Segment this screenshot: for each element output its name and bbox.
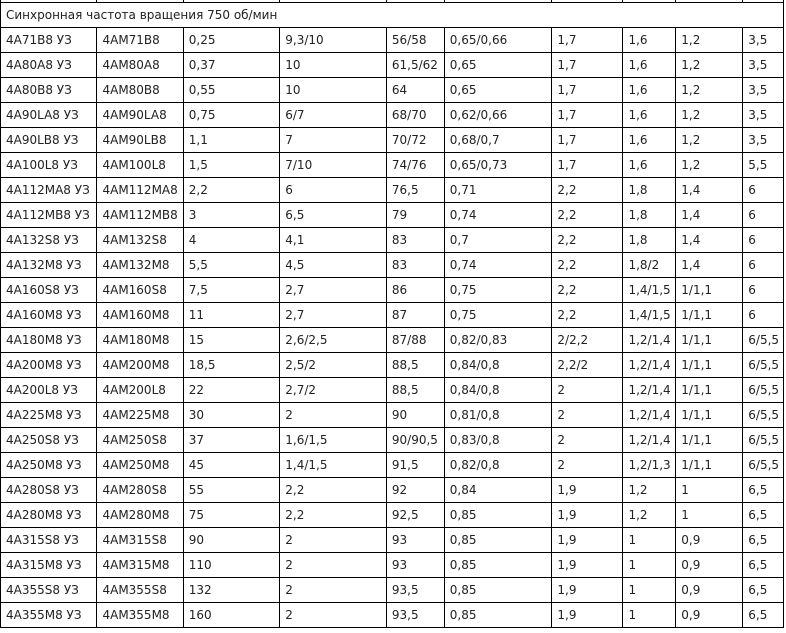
cell-torque-max-ratio: 1,9	[552, 528, 623, 553]
cell-model-4am: 4АМ315S8	[97, 528, 183, 553]
table-row	[1, 153, 784, 178]
cell-model-4a: 4А315М8 УЗ	[1, 553, 97, 578]
cell-power: 7,5	[183, 278, 279, 303]
cell-torque-max-ratio: 1,9	[552, 478, 623, 503]
cell-power: 37	[183, 428, 279, 453]
cell-efficiency: 86	[386, 278, 444, 303]
cell-power-factor: 0,85	[444, 603, 552, 628]
cell-model-4a: 4А90LB8 УЗ	[1, 128, 97, 153]
cell-efficiency: 61,5/62	[386, 53, 444, 78]
cell-torque-start-ratio: 1,8	[623, 228, 676, 253]
cell-torque-min-ratio: 1,2	[676, 78, 743, 103]
cell-power: 0,25	[183, 28, 279, 53]
cell-power-factor: 0,65	[444, 78, 552, 103]
cell-current-start-ratio: 6/5,5	[743, 378, 784, 403]
table-row	[1, 353, 784, 378]
cell-current-start-ratio: 6,5	[743, 503, 784, 528]
section-title: Синхронная частота вращения 750 об/мин	[1, 3, 784, 28]
table-row	[1, 553, 784, 578]
cell-torque-max-ratio: 1,7	[552, 128, 623, 153]
cell-efficiency: 56/58	[386, 28, 444, 53]
cell-torque-min-ratio: 1,2	[676, 153, 743, 178]
cell-efficiency: 88,5	[386, 353, 444, 378]
cell-torque-start-ratio: 1,6	[623, 103, 676, 128]
cell-model-4am: 4АМ200L8	[97, 378, 183, 403]
cell-slip: 9,3/10	[280, 28, 387, 53]
cell-torque-min-ratio: 1,2	[676, 103, 743, 128]
cell-current-start-ratio: 3,5	[743, 103, 784, 128]
cell-efficiency: 83	[386, 228, 444, 253]
cell-power-factor: 0,68/0,7	[444, 128, 552, 153]
cell-power-factor: 0,75	[444, 303, 552, 328]
cell-power-factor: 0,74	[444, 253, 552, 278]
cell-torque-start-ratio: 1,2/1,4	[623, 328, 676, 353]
cell-torque-min-ratio: 1/1,1	[676, 378, 743, 403]
cell-efficiency: 93,5	[386, 578, 444, 603]
cell-current-start-ratio: 6/5,5	[743, 428, 784, 453]
cell-model-4a: 4А160М8 УЗ	[1, 303, 97, 328]
cell-power: 160	[183, 603, 279, 628]
cell-torque-min-ratio: 1/1,1	[676, 453, 743, 478]
cell-torque-min-ratio: 1,2	[676, 53, 743, 78]
cell-torque-min-ratio: 1	[676, 503, 743, 528]
cell-current-start-ratio: 6,5	[743, 553, 784, 578]
cell-model-4am: 4АМ315М8	[97, 553, 183, 578]
cell-power: 2,2	[183, 178, 279, 203]
cell-torque-max-ratio: 2,2	[552, 253, 623, 278]
cell-slip: 1,6/1,5	[280, 428, 387, 453]
cell-slip: 10	[280, 53, 387, 78]
cell-model-4a: 4А280S8 УЗ	[1, 478, 97, 503]
cell-current-start-ratio: 3,5	[743, 128, 784, 153]
table-row	[1, 378, 784, 403]
cell-torque-start-ratio: 1,6	[623, 53, 676, 78]
section-header-row	[1, 3, 784, 28]
cell-model-4a: 4А80В8 УЗ	[1, 78, 97, 103]
cell-torque-max-ratio: 2	[552, 428, 623, 453]
cell-model-4a: 4А100L8 УЗ	[1, 153, 97, 178]
cell-torque-start-ratio: 1	[623, 553, 676, 578]
cell-torque-start-ratio: 1,2	[623, 503, 676, 528]
cell-power: 90	[183, 528, 279, 553]
cell-torque-start-ratio: 1	[623, 603, 676, 628]
cell-torque-min-ratio: 0,9	[676, 553, 743, 578]
cell-torque-min-ratio: 0,9	[676, 528, 743, 553]
cell-model-4a: 4А71В8 УЗ	[1, 28, 97, 53]
cell-power: 3	[183, 203, 279, 228]
cell-model-4am: 4АМ71В8	[97, 28, 183, 53]
cell-torque-max-ratio: 1,9	[552, 603, 623, 628]
table-row	[1, 303, 784, 328]
table-row	[1, 278, 784, 303]
table-row	[1, 603, 784, 628]
cell-torque-max-ratio: 1,7	[552, 153, 623, 178]
cell-power: 1,1	[183, 128, 279, 153]
cell-power-factor: 0,84/0,8	[444, 353, 552, 378]
cell-power: 15	[183, 328, 279, 353]
cell-slip: 2,5/2	[280, 353, 387, 378]
cell-torque-start-ratio: 1,4/1,5	[623, 303, 676, 328]
cell-power: 0,75	[183, 103, 279, 128]
cell-model-4a: 4А280М8 УЗ	[1, 503, 97, 528]
cell-power-factor: 0,75	[444, 278, 552, 303]
cell-torque-max-ratio: 2,2	[552, 278, 623, 303]
cell-slip: 4,5	[280, 253, 387, 278]
cell-power-factor: 0,85	[444, 528, 552, 553]
cell-torque-start-ratio: 1,2/1,4	[623, 403, 676, 428]
cell-torque-min-ratio: 1/1,1	[676, 403, 743, 428]
cell-power-factor: 0,71	[444, 178, 552, 203]
cell-torque-max-ratio: 1,7	[552, 78, 623, 103]
cell-slip: 2	[280, 603, 387, 628]
cell-power: 4	[183, 228, 279, 253]
cell-slip: 2,7/2	[280, 378, 387, 403]
cell-power: 75	[183, 503, 279, 528]
table-row	[1, 103, 784, 128]
cell-torque-start-ratio: 1,8/2	[623, 253, 676, 278]
table-row	[1, 128, 784, 153]
table-row	[1, 428, 784, 453]
cell-torque-min-ratio: 1,4	[676, 228, 743, 253]
cell-model-4a: 4А355М8 УЗ	[1, 603, 97, 628]
cell-power: 30	[183, 403, 279, 428]
cell-model-4am: 4АМ80В8	[97, 78, 183, 103]
cell-torque-start-ratio: 1,2/1,4	[623, 428, 676, 453]
cell-current-start-ratio: 6,5	[743, 603, 784, 628]
table-body	[1, 0, 784, 628]
cell-current-start-ratio: 6	[743, 228, 784, 253]
cell-power-factor: 0,62/0,66	[444, 103, 552, 128]
cell-power-factor: 0,84/0,8	[444, 378, 552, 403]
cell-torque-start-ratio: 1,6	[623, 28, 676, 53]
cell-model-4a: 4А132М8 УЗ	[1, 253, 97, 278]
table-row	[1, 478, 784, 503]
cell-slip: 6	[280, 178, 387, 203]
cell-current-start-ratio: 6	[743, 178, 784, 203]
cell-slip: 10	[280, 78, 387, 103]
cell-current-start-ratio: 6	[743, 303, 784, 328]
cell-torque-min-ratio: 1,4	[676, 203, 743, 228]
cell-torque-start-ratio: 1,2/1,4	[623, 353, 676, 378]
cell-model-4am: 4АМ280М8	[97, 503, 183, 528]
cell-current-start-ratio: 6/5,5	[743, 353, 784, 378]
cell-power: 18,5	[183, 353, 279, 378]
cell-torque-max-ratio: 2,2	[552, 203, 623, 228]
cell-current-start-ratio: 6/5,5	[743, 328, 784, 353]
cell-model-4a: 4А112МА8 УЗ	[1, 178, 97, 203]
cell-model-4a: 4А160S8 УЗ	[1, 278, 97, 303]
cell-model-4a: 4А250S8 УЗ	[1, 428, 97, 453]
cell-power: 0,37	[183, 53, 279, 78]
cell-model-4am: 4АМ280S8	[97, 478, 183, 503]
cell-model-4a: 4А80А8 УЗ	[1, 53, 97, 78]
cell-efficiency: 92	[386, 478, 444, 503]
cell-model-4am: 4АМ200М8	[97, 353, 183, 378]
cell-model-4am: 4АМ100L8	[97, 153, 183, 178]
cell-model-4a: 4А180М8 УЗ	[1, 328, 97, 353]
cell-torque-start-ratio: 1,2/1,3	[623, 453, 676, 478]
table-row	[1, 203, 784, 228]
cell-torque-start-ratio: 1,2	[623, 478, 676, 503]
cell-slip: 7	[280, 128, 387, 153]
cell-torque-start-ratio: 1,6	[623, 78, 676, 103]
cell-torque-max-ratio: 2	[552, 453, 623, 478]
cell-torque-min-ratio: 1,2	[676, 28, 743, 53]
cell-torque-min-ratio: 1/1,1	[676, 353, 743, 378]
cell-torque-min-ratio: 1/1,1	[676, 303, 743, 328]
cell-efficiency: 90/90,5	[386, 428, 444, 453]
cell-slip: 2	[280, 553, 387, 578]
cell-current-start-ratio: 3,5	[743, 28, 784, 53]
table-row	[1, 253, 784, 278]
cell-slip: 2,6/2,5	[280, 328, 387, 353]
cell-efficiency: 93	[386, 528, 444, 553]
cell-current-start-ratio: 6	[743, 253, 784, 278]
cell-model-4a: 4А315S8 УЗ	[1, 528, 97, 553]
cell-torque-start-ratio: 1,6	[623, 153, 676, 178]
cell-torque-min-ratio: 1/1,1	[676, 328, 743, 353]
cell-current-start-ratio: 6/5,5	[743, 453, 784, 478]
cell-model-4am: 4АМ250М8	[97, 453, 183, 478]
cell-model-4am: 4АМ80А8	[97, 53, 183, 78]
table-row	[1, 528, 784, 553]
cell-torque-max-ratio: 2,2	[552, 228, 623, 253]
cell-efficiency: 74/76	[386, 153, 444, 178]
cell-model-4am: 4АМ180М8	[97, 328, 183, 353]
table-row	[1, 503, 784, 528]
cell-torque-max-ratio: 2	[552, 378, 623, 403]
cell-model-4am: 4АМ250S8	[97, 428, 183, 453]
cell-current-start-ratio: 6,5	[743, 578, 784, 603]
cell-model-4am: 4АМ112МВ8	[97, 203, 183, 228]
cell-torque-max-ratio: 2,2/2	[552, 353, 623, 378]
cell-efficiency: 83	[386, 253, 444, 278]
cell-model-4a: 4А90LA8 УЗ	[1, 103, 97, 128]
cell-model-4a: 4А355S8 УЗ	[1, 578, 97, 603]
cell-model-4a: 4А225М8 УЗ	[1, 403, 97, 428]
cell-torque-max-ratio: 2,2	[552, 178, 623, 203]
cell-power: 22	[183, 378, 279, 403]
table-row	[1, 78, 784, 103]
table-row	[1, 328, 784, 353]
cell-power-factor: 0,65	[444, 53, 552, 78]
cell-slip: 2,7	[280, 303, 387, 328]
cell-model-4am: 4АМ160М8	[97, 303, 183, 328]
cell-efficiency: 91,5	[386, 453, 444, 478]
cell-slip: 7/10	[280, 153, 387, 178]
table-row	[1, 53, 784, 78]
cell-efficiency: 87/88	[386, 328, 444, 353]
cell-model-4am: 4АМ160S8	[97, 278, 183, 303]
cell-slip: 2	[280, 578, 387, 603]
cell-efficiency: 90	[386, 403, 444, 428]
cell-torque-min-ratio: 1,4	[676, 253, 743, 278]
cell-power: 45	[183, 453, 279, 478]
cell-slip: 6,5	[280, 203, 387, 228]
cell-model-4am: 4АМ112МА8	[97, 178, 183, 203]
cell-efficiency: 64	[386, 78, 444, 103]
cell-power: 132	[183, 578, 279, 603]
cell-torque-start-ratio: 1,4/1,5	[623, 278, 676, 303]
cell-torque-max-ratio: 2,2	[552, 303, 623, 328]
cell-efficiency: 76,5	[386, 178, 444, 203]
cell-efficiency: 68/70	[386, 103, 444, 128]
cell-model-4am: 4АМ90LA8	[97, 103, 183, 128]
cell-slip: 6/7	[280, 103, 387, 128]
cell-current-start-ratio: 3,5	[743, 53, 784, 78]
cell-slip: 2	[280, 403, 387, 428]
cell-power-factor: 0,7	[444, 228, 552, 253]
cell-current-start-ratio: 3,5	[743, 78, 784, 103]
cell-torque-min-ratio: 1,2	[676, 128, 743, 153]
table-row	[1, 28, 784, 53]
cell-power: 5,5	[183, 253, 279, 278]
cell-torque-max-ratio: 2	[552, 403, 623, 428]
table-row	[1, 453, 784, 478]
cell-current-start-ratio: 5,5	[743, 153, 784, 178]
cell-model-4am: 4АМ132М8	[97, 253, 183, 278]
cell-slip: 2	[280, 528, 387, 553]
table-row	[1, 403, 784, 428]
cell-torque-min-ratio: 1/1,1	[676, 428, 743, 453]
cell-power-factor: 0,82/0,8	[444, 453, 552, 478]
cell-model-4am: 4АМ132S8	[97, 228, 183, 253]
cell-torque-min-ratio: 0,9	[676, 578, 743, 603]
cell-slip: 2,2	[280, 478, 387, 503]
cell-torque-min-ratio: 1	[676, 478, 743, 503]
cell-power: 55	[183, 478, 279, 503]
cell-power-factor: 0,82/0,83	[444, 328, 552, 353]
cell-slip: 2,2	[280, 503, 387, 528]
cell-slip: 1,4/1,5	[280, 453, 387, 478]
cell-torque-start-ratio: 1,8	[623, 178, 676, 203]
cell-torque-max-ratio: 1,7	[552, 53, 623, 78]
cell-torque-start-ratio: 1,8	[623, 203, 676, 228]
cell-current-start-ratio: 6	[743, 278, 784, 303]
cell-torque-max-ratio: 1,9	[552, 503, 623, 528]
cell-torque-start-ratio: 1,2/1,4	[623, 378, 676, 403]
cell-model-4am: 4АМ355S8	[97, 578, 183, 603]
cell-power-factor: 0,84	[444, 478, 552, 503]
cell-efficiency: 79	[386, 203, 444, 228]
cell-efficiency: 88,5	[386, 378, 444, 403]
cell-efficiency: 93	[386, 553, 444, 578]
cell-model-4a: 4А132S8 УЗ	[1, 228, 97, 253]
cell-torque-max-ratio: 1,7	[552, 103, 623, 128]
cell-power-factor: 0,65/0,73	[444, 153, 552, 178]
table-row	[1, 178, 784, 203]
cell-torque-start-ratio: 1,6	[623, 128, 676, 153]
cell-current-start-ratio: 6,5	[743, 478, 784, 503]
cell-model-4am: 4АМ225М8	[97, 403, 183, 428]
cell-torque-max-ratio: 1,9	[552, 578, 623, 603]
cell-slip: 4,1	[280, 228, 387, 253]
cell-power: 11	[183, 303, 279, 328]
cell-power: 0,55	[183, 78, 279, 103]
cell-slip: 2,7	[280, 278, 387, 303]
cell-efficiency: 93,5	[386, 603, 444, 628]
cell-power-factor: 0,85	[444, 503, 552, 528]
cell-torque-start-ratio: 1	[623, 578, 676, 603]
cell-power: 1,5	[183, 153, 279, 178]
cell-model-4a: 4А200L8 УЗ	[1, 378, 97, 403]
cell-model-4a: 4А250М8 УЗ	[1, 453, 97, 478]
cell-current-start-ratio: 6,5	[743, 528, 784, 553]
cell-power-factor: 0,81/0,8	[444, 403, 552, 428]
table-row	[1, 578, 784, 603]
cell-efficiency: 70/72	[386, 128, 444, 153]
cell-torque-min-ratio: 1/1,1	[676, 278, 743, 303]
cell-current-start-ratio: 6/5,5	[743, 403, 784, 428]
table-row	[1, 228, 784, 253]
cell-efficiency: 92,5	[386, 503, 444, 528]
cell-model-4a: 4А200М8 УЗ	[1, 353, 97, 378]
cell-model-4am: 4АМ90LB8	[97, 128, 183, 153]
cell-torque-min-ratio: 1,4	[676, 178, 743, 203]
cell-torque-start-ratio: 1	[623, 528, 676, 553]
cell-power-factor: 0,83/0,8	[444, 428, 552, 453]
cell-power-factor: 0,85	[444, 578, 552, 603]
cell-power-factor: 0,65/0,66	[444, 28, 552, 53]
cell-torque-min-ratio: 0,9	[676, 603, 743, 628]
cell-torque-max-ratio: 1,7	[552, 28, 623, 53]
cell-efficiency: 87	[386, 303, 444, 328]
cell-torque-max-ratio: 1,9	[552, 553, 623, 578]
cell-torque-max-ratio: 2/2,2	[552, 328, 623, 353]
cell-power-factor: 0,85	[444, 553, 552, 578]
cell-power: 110	[183, 553, 279, 578]
cell-model-4am: 4АМ355М8	[97, 603, 183, 628]
cell-current-start-ratio: 6	[743, 203, 784, 228]
cell-model-4a: 4А112МВ8 УЗ	[1, 203, 97, 228]
cell-power-factor: 0,74	[444, 203, 552, 228]
